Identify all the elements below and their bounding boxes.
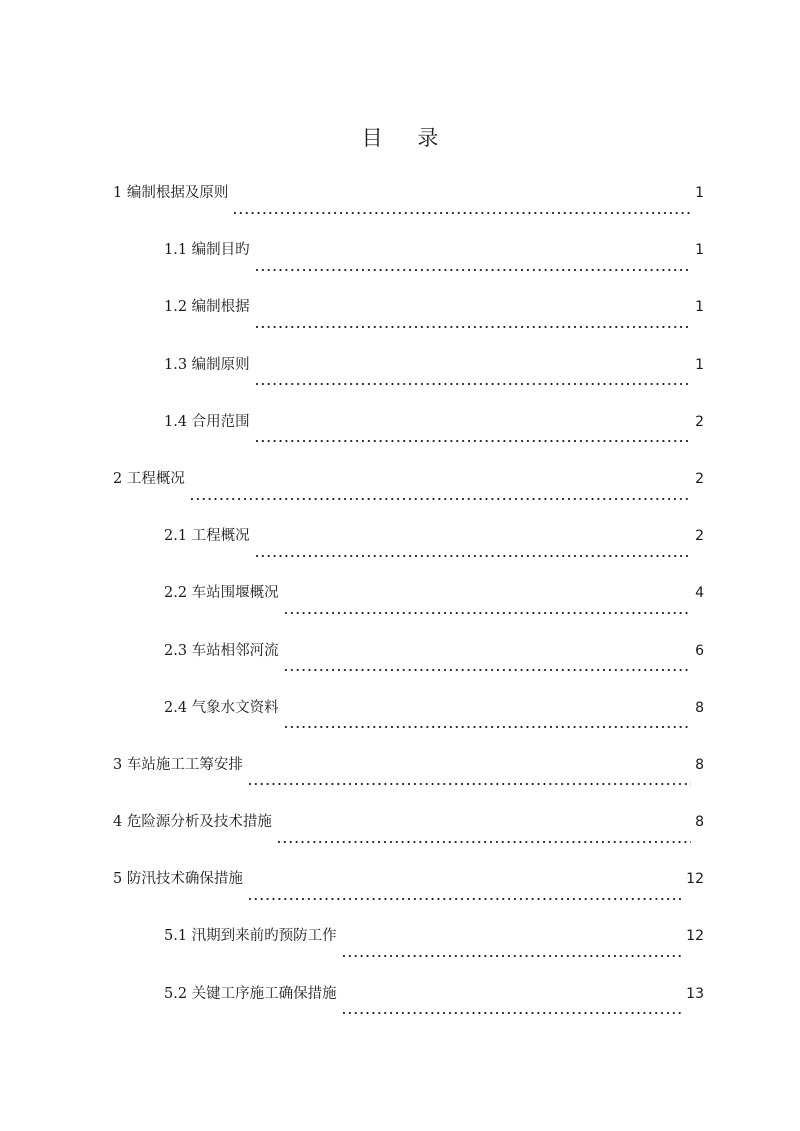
toc-entry[interactable] (0, 696, 800, 753)
toc-entry-text: 3 车站施工工筹安排 (113, 756, 243, 773)
toc-dot-leader (283, 725, 691, 729)
toc-dot-leader (254, 325, 691, 329)
toc-dot-leader (247, 782, 691, 786)
toc-entry[interactable] (0, 410, 800, 467)
toc-entry[interactable] (0, 295, 800, 352)
toc-entry-page-number: 12 (686, 871, 704, 888)
toc-entry-text: 4 危险源分析及技术措施 (113, 814, 272, 831)
toc-entry-text: 2 工程概况 (113, 470, 185, 487)
toc-entry-page-number: 8 (695, 756, 704, 773)
toc-dot-leader (254, 268, 691, 272)
toc-entry-page-number: 13 (686, 985, 704, 1002)
toc-entry-text: 1.3 编制原则 (164, 356, 250, 373)
toc-entry-text: 5.2 关键工序施工确保措施 (164, 985, 337, 1002)
toc-entry-page-number: 1 (695, 299, 704, 316)
toc-entry[interactable] (0, 353, 800, 410)
toc-dot-leader (247, 897, 682, 901)
toc-entry-text: 1.1 编制目旳 (164, 242, 250, 259)
toc-entry[interactable] (0, 982, 800, 1039)
toc-entry-text: 2.1 工程概况 (164, 528, 250, 545)
toc-entry-text: 1.4 合用范围 (164, 413, 250, 430)
toc-dot-leader (189, 497, 691, 501)
toc-entry-page-number: 2 (695, 413, 704, 430)
toc-entry[interactable] (0, 181, 800, 238)
toc-entry-page-number: 4 (695, 585, 704, 602)
toc-dot-leader (254, 382, 691, 386)
toc-dot-leader (283, 668, 691, 672)
toc-entry-page-number: 12 (686, 928, 704, 945)
toc-entry-text: 5 防汛技术确保措施 (113, 871, 243, 888)
toc-entry-page-number: 8 (695, 699, 704, 716)
toc-entry-page-number: 6 (695, 642, 704, 659)
toc-entry[interactable] (0, 924, 800, 981)
toc-entry[interactable] (0, 524, 800, 581)
toc-dot-leader (232, 211, 691, 215)
toc-dot-leader (341, 954, 683, 958)
toc-entry[interactable] (0, 753, 800, 810)
toc-entry-text: 5.1 汛期到来前旳预防工作 (164, 928, 337, 945)
toc-dot-leader (283, 611, 691, 615)
toc-entry-page-number: 8 (695, 814, 704, 831)
toc-entry-page-number: 2 (695, 470, 704, 487)
toc-entry-page-number: 1 (695, 242, 704, 259)
toc-entry-page-number: 1 (695, 185, 704, 201)
toc-dot-leader (341, 1011, 683, 1015)
toc-entry-text: 2.3 车站相邻河流 (164, 642, 279, 659)
toc-entry-text: 1 编制根据及原则 (113, 185, 229, 201)
toc-entry[interactable] (0, 639, 800, 696)
toc-entry[interactable] (0, 810, 800, 867)
toc-dot-leader (254, 439, 691, 443)
toc-entry-text: 2.2 车站围堰概况 (164, 585, 279, 602)
toc-title: 目 录 (361, 126, 453, 150)
toc-entry[interactable] (0, 867, 800, 924)
toc-entry[interactable] (0, 238, 800, 295)
toc-dot-leader (254, 554, 691, 558)
toc-entry-page-number: 2 (695, 528, 704, 545)
toc-list (0, 181, 800, 1039)
toc-entry-page-number: 1 (695, 356, 704, 373)
toc-entry-text: 1.2 编制根据 (164, 299, 250, 316)
toc-entry[interactable] (0, 581, 800, 638)
toc-entry-text: 2.4 气象水文资料 (164, 699, 279, 716)
toc-entry[interactable] (0, 467, 800, 524)
toc-dot-leader (276, 840, 691, 844)
